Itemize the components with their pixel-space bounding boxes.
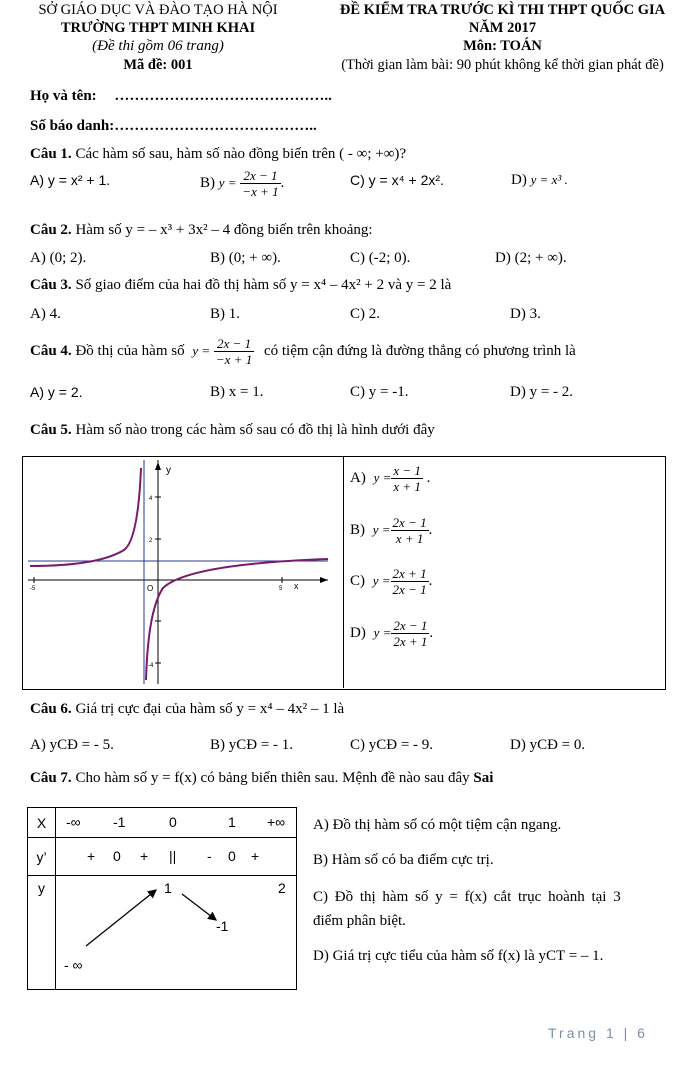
question-2-label: Câu 2. — [30, 222, 72, 238]
q5-option-fraction — [391, 566, 429, 597]
variation-x-values — [56, 808, 297, 838]
x-value-2: 0 — [169, 814, 177, 830]
origin-label: O — [147, 584, 154, 593]
q1-option-d[interactable] — [511, 172, 568, 189]
yp-sign-2: + — [140, 848, 149, 864]
variation-y-label: y — [28, 876, 56, 990]
variation-row-yprime — [28, 838, 297, 876]
q4-fraction — [214, 336, 254, 367]
x-value-1: -1 — [113, 814, 126, 830]
q4-option-a[interactable]: A) y = 2. — [30, 384, 83, 400]
header-school: TRƯỜNG THPT MINH KHAI — [60, 20, 256, 36]
q6-option-c[interactable]: C) yCĐ = - 9. — [350, 737, 434, 753]
q4-option-c[interactable]: C) y = -1. — [350, 384, 409, 400]
question-7-bold: Sai — [473, 770, 494, 786]
q5-option-num: x − 1 — [393, 463, 421, 478]
q5-option-den: 2x − 1 — [392, 582, 427, 597]
header-exam-code: Mã đề: 001 — [123, 57, 193, 73]
graph-left-branch — [30, 468, 141, 566]
q5-option-num: 2x − 1 — [393, 618, 428, 633]
variation-arrows — [56, 876, 296, 988]
q7-option-a[interactable]: A) Đồ thị hàm số có một tiệm cận ngang. — [313, 817, 562, 833]
yp-sign-0: + — [87, 848, 96, 864]
q1-option-d-expr: y = x³ . — [530, 172, 568, 187]
x-value-0: -∞ — [66, 814, 81, 830]
q5-option-tail: . — [429, 624, 434, 641]
q5-option-a[interactable]: A) y = $\frac{x - 1}{x + 1}$ . — [350, 463, 431, 494]
q1-option-d-label: D) — [511, 172, 527, 188]
tick-label-4: 4 — [149, 496, 153, 502]
student-id-row — [30, 118, 317, 135]
question-3-text: Số giao điểm của hai đồ thị hàm số y = x⁴ – 4x² + 2 và y = 2 là — [75, 277, 452, 293]
variation-row-y — [28, 876, 297, 990]
question-7-label: Câu 7. — [30, 770, 72, 786]
question-6-label: Câu 6. — [30, 701, 72, 717]
q1-b-num: 2x − 1 — [240, 168, 280, 184]
student-name-label: Họ và tên: — [30, 88, 97, 104]
q6-option-b[interactable]: B) yCĐ = - 1. — [210, 737, 294, 753]
variation-yprime-values — [56, 838, 297, 876]
page-footer: Trang 1 | 6 — [548, 1025, 648, 1041]
yp-sign-1: 0 — [113, 848, 121, 864]
question-1-text: Các hàm số sau, hàm số nào đồng biến trên ( - ∞; +∞)? — [75, 146, 407, 162]
yp-sign-5: 0 — [228, 848, 236, 864]
header-duration: (Thời gian làm bài: 90 phút không kể thời gian phát đề) — [341, 57, 664, 73]
q7-option-b[interactable]: B) Hàm số có ba điểm cực trị. — [313, 852, 494, 868]
q3-option-c[interactable]: C) 2. — [350, 306, 380, 322]
q5-option-tail: . — [422, 469, 431, 486]
tick-label-neg5: -5 — [30, 586, 36, 592]
q5-option-fraction — [391, 618, 429, 649]
q3-option-d[interactable]: D) 3. — [510, 306, 541, 322]
variation-table — [27, 807, 297, 990]
q5-option-label: B) — [350, 521, 365, 538]
q4-num: 2x − 1 — [214, 336, 254, 352]
student-name-dots: …………………………………….. — [114, 88, 332, 104]
y-value-top1: 1 — [164, 880, 172, 896]
q5-option-den: x + 1 — [393, 479, 421, 494]
q5-graph — [28, 460, 338, 684]
graph-right-branch — [146, 559, 328, 680]
question-6-text: Giá trị cực đại của hàm số y = x⁴ – 4x² – 1 là — [75, 701, 345, 717]
q4-option-b[interactable]: B) x = 1. — [210, 384, 264, 400]
variation-x-label: X — [28, 808, 56, 838]
question-3 — [30, 277, 451, 294]
y-value-bottom: - ∞ — [64, 957, 83, 973]
y-value-top2: 2 — [278, 880, 286, 896]
student-name-row — [30, 88, 332, 105]
q5-option-label: D) — [350, 624, 366, 641]
x-axis-label: x — [294, 581, 299, 591]
question-4-text-pre: Đồ thị của hàm số — [75, 342, 185, 359]
x-value-4: +∞ — [267, 814, 286, 830]
q2-option-d[interactable]: D) (2; + ∞). — [495, 250, 567, 266]
arrow-down — [182, 894, 216, 920]
q2-option-c[interactable]: C) (-2; 0). — [350, 250, 411, 266]
x-value-3: 1 — [228, 814, 236, 830]
q5-option-c[interactable]: C) y = $\frac{2x + 1}{2x - 1}$ . — [350, 566, 433, 597]
q3-option-b[interactable]: B) 1. — [210, 306, 240, 322]
yp-sign-4: - — [207, 848, 212, 864]
q7-option-d[interactable]: D) Giá trị cực tiểu của hàm số f(x) là yCT = – 1. — [313, 948, 604, 964]
question-5 — [30, 422, 435, 439]
q4-option-d[interactable]: D) y = - 2. — [510, 384, 574, 400]
arrow-up-2 — [231, 890, 271, 918]
question-1 — [30, 146, 406, 163]
variation-y-values — [56, 876, 297, 990]
q5-option-fraction — [391, 463, 423, 494]
q1-option-b-label: B) — [200, 174, 215, 191]
q6-option-d[interactable]: D) yCĐ = 0. — [510, 737, 586, 753]
question-2 — [30, 222, 373, 239]
question-7 — [30, 770, 493, 787]
q5-option-num: 2x + 1 — [392, 566, 427, 581]
header-subject: Môn: TOÁN — [463, 38, 542, 54]
question-4-text-post: có tiệm cận đứng là đường thẳng có phương trình là — [263, 342, 576, 359]
tick-label-2: 2 — [149, 538, 153, 544]
question-5-text: Hàm số nào trong các hàm số sau có đồ thị là hình dưới đây — [75, 422, 435, 438]
q7-option-c[interactable]: C) Đồ thị hàm số y = f(x) cắt trục hoành tại 3 — [313, 889, 621, 905]
q5-option-b[interactable]: B) y = $\frac{2x - 1}{x + 1}$ . — [350, 515, 433, 546]
q5-option-fraction — [391, 515, 429, 546]
arrow-up-1 — [86, 890, 156, 946]
question-2-text: Hàm số y = – x³ + 3x² – 4 đồng biến trên khoảng: — [75, 222, 373, 238]
x-axis-arrow — [320, 577, 328, 583]
q5-box-divider — [343, 456, 344, 688]
q1-option-a[interactable]: A) y = x² + 1. — [30, 172, 111, 188]
tick-label-neg4: -4 — [148, 663, 154, 669]
q4-den: −x + 1 — [215, 352, 253, 367]
header-exam-title: ĐỀ KIỂM TRA TRƯỚC KÌ THI THPT QUỐC GIA — [339, 2, 666, 18]
q3-option-a[interactable]: A) 4. — [30, 306, 61, 322]
y-value-mid: -1 — [216, 918, 229, 934]
student-id-dots: ………………………………….. — [114, 118, 317, 134]
question-6 — [30, 701, 344, 718]
q5-option-tail: . — [428, 572, 433, 589]
q5-option-den: x + 1 — [395, 531, 424, 546]
q5-option-label: A) — [350, 469, 366, 486]
question-4: Câu 4. Đồ thị của hàm số y = $\frac{2x - 1}{-x + 1}$ có tiệm cận đứng là đường thẳng có phương trình là — [30, 336, 576, 367]
question-7-text: Cho hàm số y = f(x) có bảng biến thiên sau. Mệnh đề nào sau đây — [75, 770, 470, 786]
header-year: NĂM 2017 — [468, 20, 537, 36]
q1-option-b[interactable]: B) y = $\frac{2x - 1}{-x + 1}$ . — [200, 168, 285, 199]
q5-option-den: 2x + 1 — [393, 634, 428, 649]
variation-row-x — [28, 808, 297, 838]
q1-option-b-fraction — [240, 168, 280, 199]
q5-option-label: C) — [350, 572, 365, 589]
q6-option-a[interactable]: A) yCĐ = - 5. — [30, 737, 114, 753]
question-3-label: Câu 3. — [30, 277, 72, 293]
header-dept: SỞ GIÁO DỤC VÀ ĐÀO TẠO HÀ NỘI — [38, 2, 278, 18]
q2-option-a[interactable]: A) (0; 2). — [30, 250, 87, 266]
question-4-label: Câu 4. — [30, 342, 72, 359]
question-1-label: Câu 1. — [30, 146, 72, 162]
header-pages: (Đề thi gồm 06 trang) — [92, 38, 224, 54]
q1-b-den: −x + 1 — [242, 184, 279, 199]
q2-option-b[interactable]: B) (0; + ∞). — [210, 250, 281, 266]
yp-sign-6: + — [251, 848, 260, 864]
y-axis-arrow — [155, 462, 161, 470]
tick-label-5: 5 — [279, 586, 283, 592]
yp-sign-3: || — [169, 848, 177, 864]
q5-option-d[interactable]: D) y = $\frac{2x - 1}{2x + 1}$ . — [350, 618, 434, 649]
q5-option-tail: . — [428, 521, 433, 538]
q5-option-num: 2x − 1 — [392, 515, 427, 530]
y-axis-label: y — [166, 465, 171, 476]
q7-option-c-cont: điểm phân biệt. — [313, 913, 406, 929]
question-5-label: Câu 5. — [30, 422, 72, 438]
variation-yprime-label: y’ — [28, 838, 56, 876]
q1-option-c[interactable]: C) y = x⁴ + 2x². — [350, 172, 444, 188]
student-id-label: Số báo danh: — [30, 118, 115, 134]
